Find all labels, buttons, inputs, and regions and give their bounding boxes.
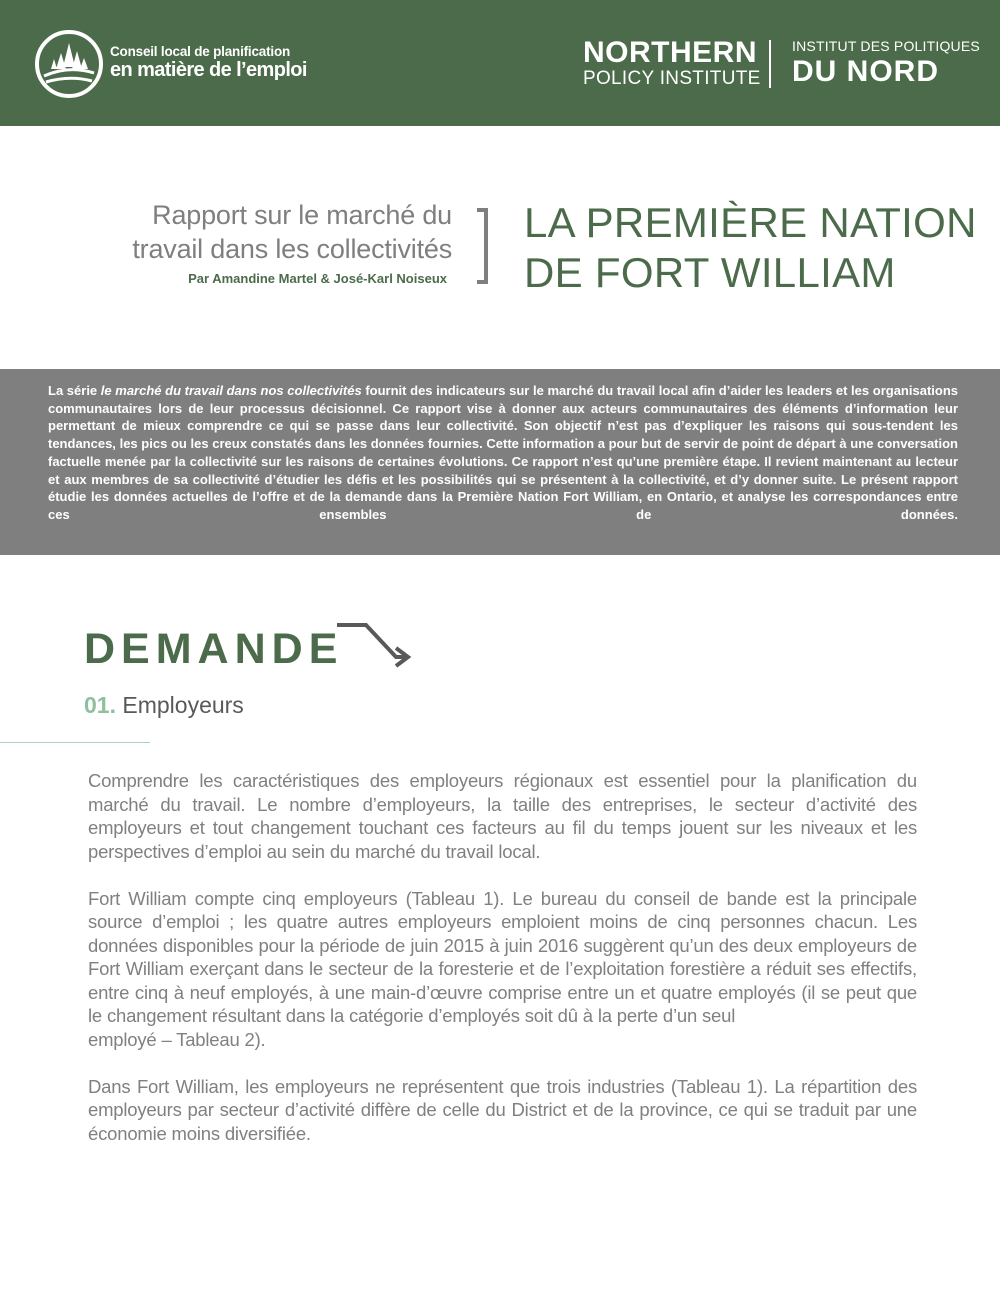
report-title-line2: travail dans les collectivités	[132, 234, 452, 264]
title-bracket	[477, 208, 488, 284]
body-paragraph-2a: Fort William compte cinq employeurs (Tableau 1). Le bureau du conseil de bande est la principale source d’emploi ; les quatre autres employeurs emploient moins de cinq personnes chacun. Les données disponibles pour la période de juin 2015 à juin 2016 suggèrent qu’un des deux employeurs de Fort William exerçant dans le secteur de la foresterie et de l’exploitation forestière a réduit ses effectifs, entre cinq à neuf employés, à une main-d’œuvre comprise entre un et quatre employés (il se peut que le changement résultant dans la catégorie d’employés soit dû à la perte d’un seul	[88, 887, 917, 1026]
ipn-line1: INSTITUT DES POLITIQUES	[792, 38, 980, 54]
npi-line1: NORTHERN	[583, 36, 757, 69]
subsection-label: Employeurs	[122, 692, 244, 718]
npi-line2: POLICY INSTITUTE	[583, 68, 761, 89]
intro-series-name: le marché du travail dans nos collectivités	[100, 383, 362, 398]
forest-logo-icon	[34, 29, 104, 99]
nation-title	[524, 198, 977, 298]
body-text	[88, 769, 917, 1169]
subsection-number: 01.	[84, 692, 116, 718]
subsection-title	[84, 690, 244, 720]
logo-divider	[769, 40, 771, 88]
report-title	[132, 198, 452, 266]
nation-title-line1: LA PREMIÈRE NATION	[524, 199, 977, 246]
body-paragraph-1: Comprendre les caractéristiques des employeurs régionaux est essentiel pour la planification du marché du travail. Le nombre d’employeurs, la taille des entreprises, le secteur d’activité des employeurs et tout changement touchant ces facteurs au fil du temps jouent sur les niveaux et les perspectives d’emploi au sein du marché du travail local.	[88, 770, 917, 862]
section-divider	[0, 742, 150, 743]
nation-title-line2: DE FORT WILLIAM	[524, 249, 896, 296]
header-banner	[0, 0, 1000, 126]
intro-lead: La série	[48, 383, 101, 398]
npi-logo	[583, 38, 761, 90]
down-right-arrow-icon	[334, 620, 414, 672]
body-paragraph-2b: employé – Tableau 2).	[88, 1028, 266, 1050]
council-logo-text	[110, 44, 307, 82]
intro-paragraph	[48, 382, 958, 524]
ipn-line2: DU NORD	[792, 55, 939, 88]
intro-body: fournit des indicateurs sur le marché du travail local afin d’aider les leaders et les organisations communautaires lors de leur processus décisionnel. Ce rapport vise à donner aux acteurs communautaires des éléments d’information leur permettant de mieux comprendre ce qui se passe dans leur collectivité. Son objectif n’est pas d’expliquer les raisons qui sous-tendent les tendances, les pics ou les creux constatés dans les données fournies. Cette information a pour but de servir de point de départ à une conversation factuelle menée par la collectivité sur les raisons de certaines évolutions. Ce rapport n’est qu’une première étape. Il revient maintenant au lecteur et aux membres de sa collectivité d’étudier les défis et les possibilités qui se présentent à la collectivité, et d’y donner suite. Le présent rapport étudie les données actuelles de l’offre et de la demande dans la Première Nation Fort William, en Ontario, et analyse les correspondances entre ces ensembles de données.	[48, 383, 958, 522]
authors: Par Amandine Martel & José-Karl Noiseux	[188, 271, 447, 286]
council-name-line1: Conseil local de planification	[110, 44, 291, 59]
report-title-line1: Rapport sur le marché du	[152, 200, 452, 230]
body-paragraph-3: Dans Fort William, les employeurs ne représentent que trois industries (Tableau 1). La répartition des employeurs par secteur d’activité diffère de celle du District et de la province, ce qui se traduit par une économie moins diversifiée.	[88, 1075, 917, 1144]
body-paragraph-2	[88, 887, 917, 1052]
council-name-line2: en matière de l’emploi	[110, 59, 307, 81]
ipn-logo	[792, 38, 980, 90]
section-heading: DEMANDE	[84, 625, 344, 673]
